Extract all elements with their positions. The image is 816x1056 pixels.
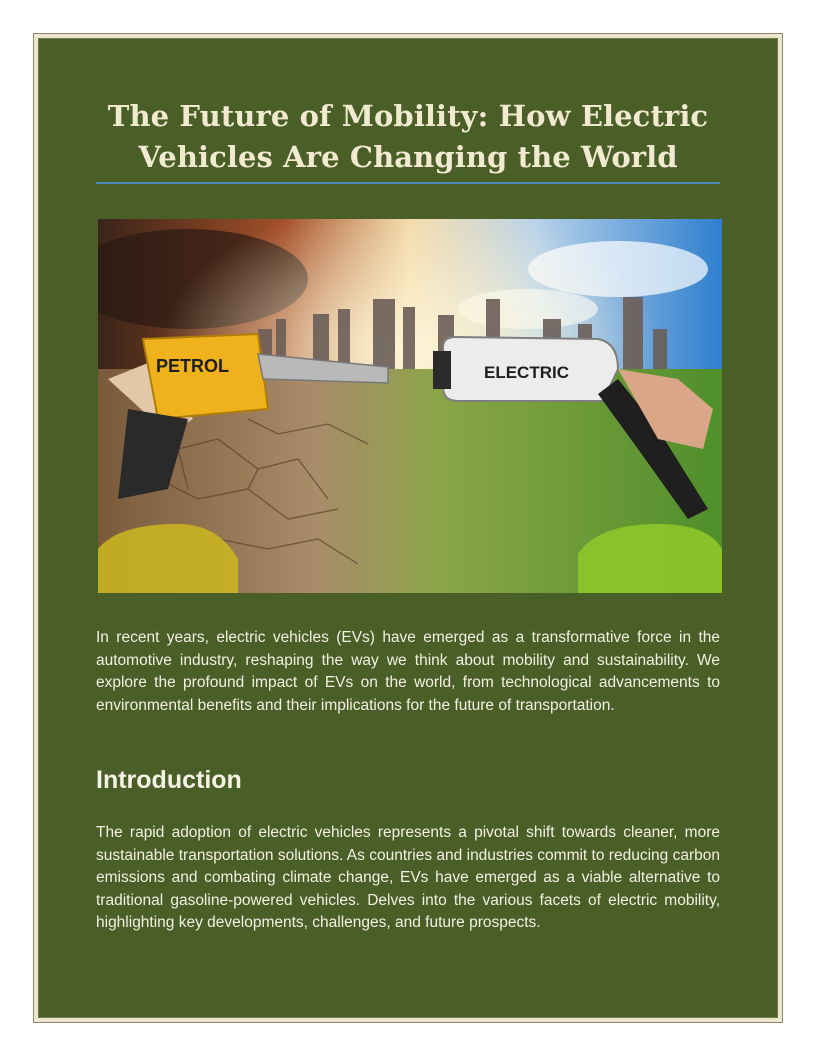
introduction-paragraph: The rapid adoption of electric vehicles represents a pivotal shift towards cleaner, more sustainable transportation solutions. As countries and industries commit to reducing carbon emissions and combating climate change, EVs have emerged as a viable alternative to traditional gasoline-powered vehicles. Delves into the various facets of electric mobility, highlighting key developments, challenges, and future prospects. (96, 824, 720, 931)
intro-paragraph: In recent years, electric vehicles (EVs) have emerged as a transformative force in the automotive industry, reshaping the way we think about mobility and sustainability. We explore the profound impact of EVs on the world, from technological advancements to environmental benefits and their implications for the future of transportation. (96, 629, 720, 714)
hero-image-petrol-vs-electric (98, 219, 722, 593)
document-title: The Future of Mobility: How Electric Vehicles Are Changing the World (107, 99, 709, 174)
petrol-label: PETROL (156, 356, 230, 376)
electric-label: ELECTRIC (484, 363, 569, 382)
title-underline (96, 182, 720, 184)
section-heading-introduction: Introduction (96, 766, 242, 794)
